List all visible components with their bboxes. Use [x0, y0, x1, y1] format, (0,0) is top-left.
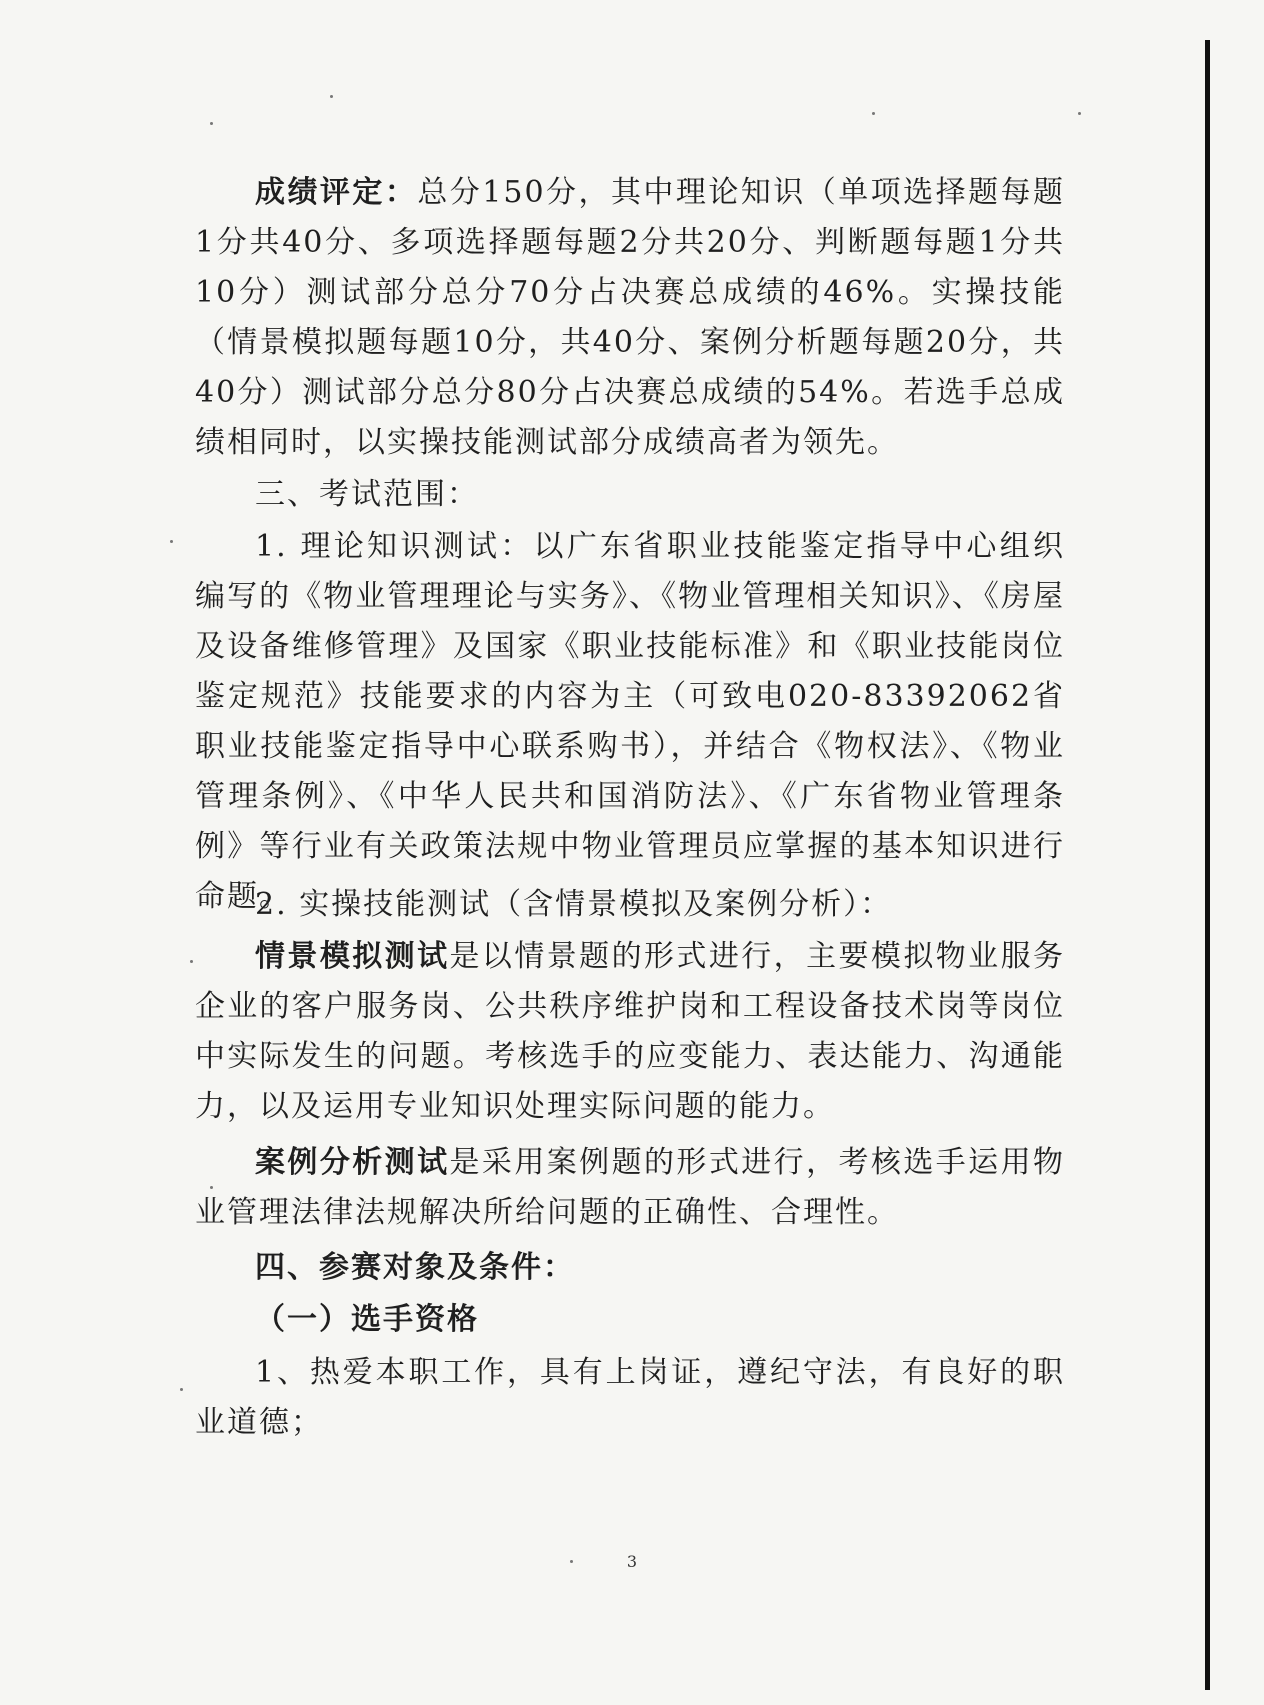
scan-speck — [872, 112, 875, 115]
scenario-label: 情景模拟测试 — [255, 939, 450, 974]
scan-speck — [210, 1186, 213, 1189]
scan-speck — [570, 1560, 573, 1563]
scan-speck — [170, 540, 173, 543]
scenario-paragraph — [195, 932, 1065, 1132]
scoring-paragraph — [195, 168, 1065, 468]
scoring-text: 总分150分，其中理论知识（单项选择题每题1分共40分、多项选择题每题2分共20分、判断题每题1分共10分）测试部分总分70分占决赛总成绩的46%。实操技能（情景模拟题每题10分，共40分、案例分析题每题20分，共40分）测试部分总分80分占决赛总成绩的54%。若选手总成绩相同时，以实操技能测试部分成绩高者为领先。 — [195, 175, 1066, 460]
page-number: 3 — [626, 1552, 638, 1571]
section-four-subtitle: （一）选手资格 — [255, 1302, 479, 1337]
section-three-item1: 1. 理论知识测试：以广东省职业技能鉴定指导中心组织编写的《物业管理理论与实务》、《物业管理相关知识》、《房屋及设备维修管理》及国家《职业技能标准》和《职业技能岗位鉴定规范》技能要求的内容为主（可致电020-83392062省职业技能鉴定指导中心联系购书），并结合《物权法》、《物业管理条例》、《中华人民共和国消防法》、《广东省物业管理条例》等行业有关政策法规中物业管理员应掌握的基本知识进行命题。 — [195, 529, 1065, 914]
scan-speck — [180, 1388, 183, 1391]
scoring-label: 成绩评定： — [255, 175, 418, 210]
section-four-item1: 1、热爱本职工作，具有上岗证，遵纪守法，有良好的职业道德； — [195, 1355, 1065, 1440]
scenario-text: 是以情景题的形式进行，主要模拟物业服务企业的客户服务岗、公共秩序维护岗和工程设备技术岗等岗位中实际发生的问题。考核选手的应变能力、表达能力、沟通能力，以及运用专业知识处理实际问题的能力。 — [195, 939, 1065, 1124]
binding-edge-line — [1205, 40, 1210, 1690]
scan-speck — [210, 122, 213, 125]
section-three-title: 三、考试范围： — [255, 477, 479, 512]
case-label: 案例分析测试 — [255, 1145, 450, 1180]
scan-speck — [1078, 112, 1081, 115]
scan-speck — [330, 95, 333, 98]
case-text: 是采用案例题的形式进行，考核选手运用物业管理法律法规解决所给问题的正确性、合理性。 — [195, 1145, 1065, 1230]
scan-speck — [190, 960, 193, 963]
section-four-title: 四、参赛对象及条件： — [255, 1250, 575, 1285]
case-paragraph — [195, 1138, 1065, 1238]
section-three-item2: 2. 实操技能测试（含情景模拟及案例分析）： — [255, 887, 893, 922]
